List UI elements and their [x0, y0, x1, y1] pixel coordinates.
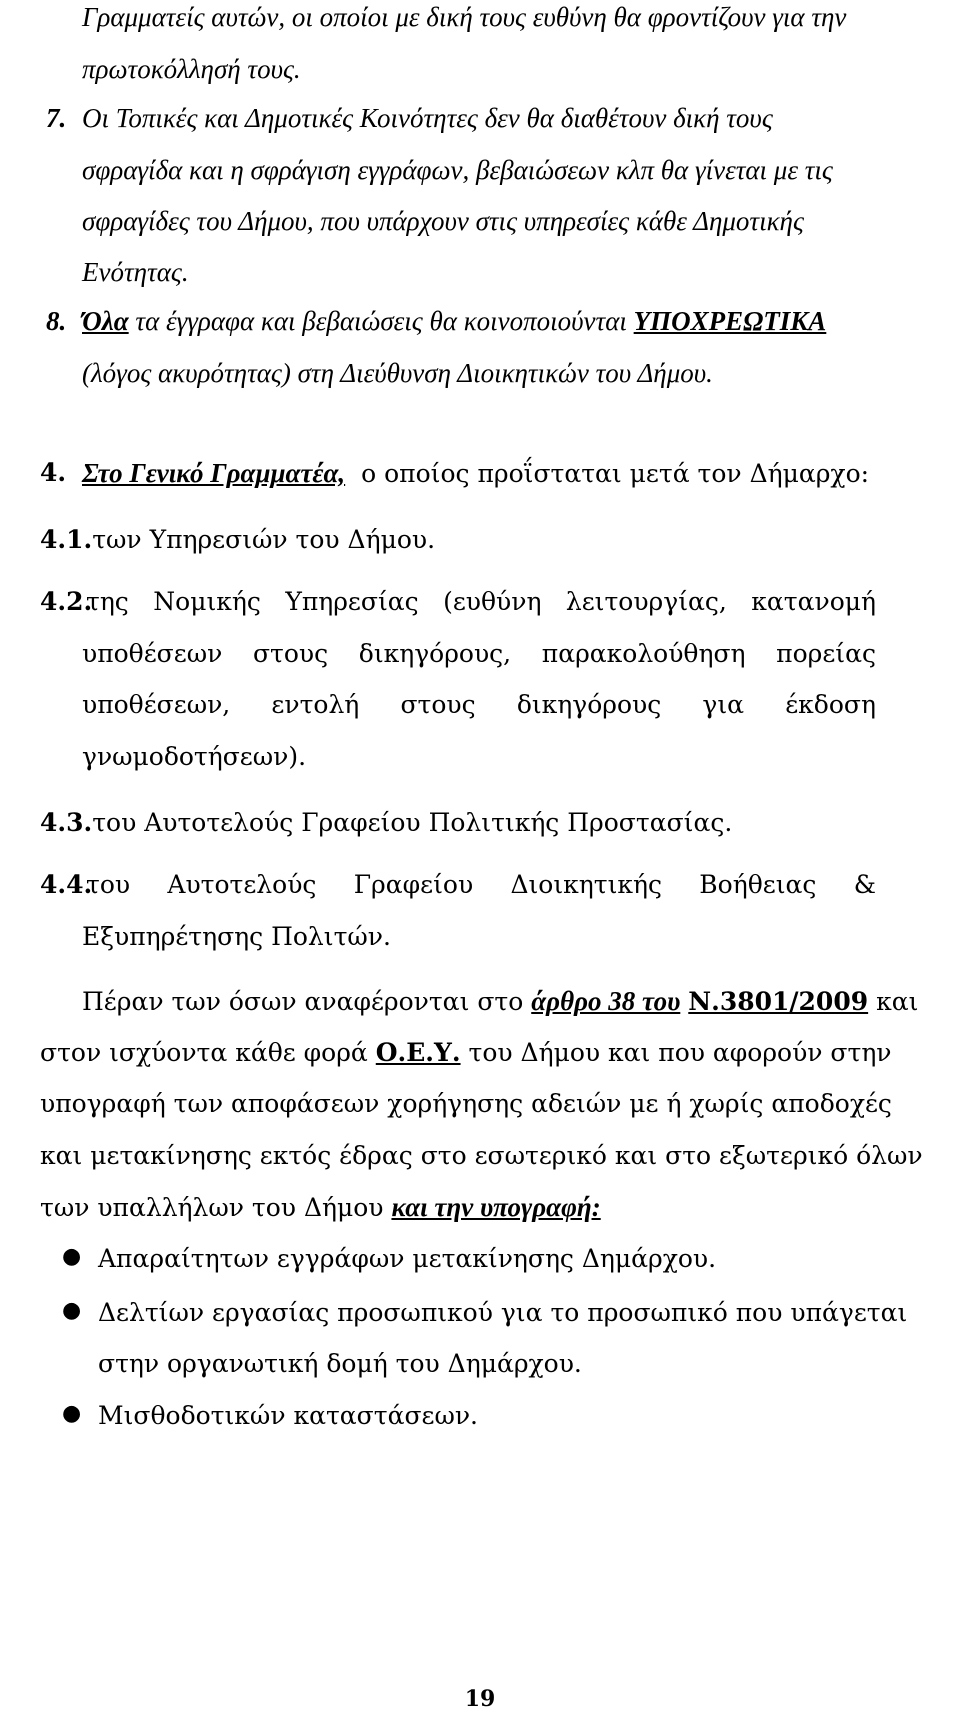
text-line: Οι Τοπικές και Δημοτικές Κοινότητες δεν θα διαθέτουν δική τους	[82, 103, 773, 133]
text-line: (λόγος ακυρότητας) στη Διεύθυνση Διοικητικών του Δήμου.	[82, 358, 713, 388]
subsection-number: 4.3.	[40, 808, 93, 837]
text-line: Γραμματείς αυτών, οι οποίοι με δική τους ευθύνη θα φροντίζουν για την	[82, 2, 847, 32]
text-span: του Αυτοτελούς Γραφείου Πολιτικής Προστασίας.	[92, 808, 733, 837]
oey-reference: Ο.Ε.Υ.	[375, 1038, 461, 1067]
text-line: σφραγίδες του Δήμου, που υπάρχουν στις υπηρεσίες κάθε Δημοτικής	[82, 206, 804, 236]
law-reference: άρθρο 38 του	[531, 986, 681, 1016]
law-number: Ν.3801/2009	[688, 987, 869, 1016]
text-line: πρωτοκόλλησή τους.	[82, 54, 301, 84]
text-span: των υπαλλήλων του Δήμου	[40, 1193, 384, 1222]
emphasis-text: ΥΠΟΧΡΕΩΤΙΚΑ	[633, 306, 827, 336]
list-item: Απαραίτητων εγγράφων μετακίνησης Δημάρχου.	[98, 1244, 717, 1273]
list-item-continuation: στην οργανωτική δομή του Δημάρχου.	[98, 1349, 582, 1378]
text-span: στον ισχύοντα κάθε φορά	[40, 1038, 368, 1067]
text-span: και	[876, 987, 919, 1016]
item-number: 7.	[46, 103, 67, 133]
text-span: ο οποίος προΐσταται μετά τον Δήμαρχο:	[361, 459, 870, 488]
emphasis-text: Όλα	[82, 306, 129, 336]
text-span: των Υπηρεσιών του Δήμου.	[92, 525, 436, 554]
paragraph-line: και μετακίνησης εκτός έδρας στο εσωτερικό και στο εξωτερικό όλων	[40, 1141, 923, 1170]
text-line: σφραγίδα και η σφράγιση εγγράφων, βεβαιώσεων κλπ θα γίνεται με τις	[82, 155, 833, 185]
text-line: Εξυπηρέτησης Πολιτών.	[82, 922, 391, 951]
subsection-line	[40, 523, 435, 557]
text-span: του Δήμου και που αφορούν στην	[468, 1038, 892, 1067]
list-item: Δελτίων εργασίας προσωπικού για το προσωπικό που υπάγεται	[98, 1298, 908, 1327]
subsection-number	[40, 585, 92, 619]
text-span: τα έγγραφα και βεβαιώσεις θα κοινοποιούνται	[135, 306, 627, 336]
text-line: γνωμοδοτήσεων).	[82, 742, 307, 771]
subsection-number: 4.4.	[40, 870, 93, 899]
bullet-icon: ●	[62, 1401, 82, 1426]
bullet-icon: ●	[62, 1244, 82, 1269]
page-number: 19	[464, 1686, 496, 1712]
subsection-number-label: 4.2.	[40, 587, 93, 616]
bullet-icon: ●	[62, 1298, 82, 1323]
section-number: 4.	[40, 458, 67, 487]
list-item: Μισθοδοτικών καταστάσεων.	[98, 1401, 479, 1430]
text-line: της Νομικής Υπηρεσίας (ευθύνη λειτουργίας, κατανομή	[86, 587, 876, 616]
paragraph-line	[82, 984, 918, 1019]
subsection-line	[40, 806, 732, 840]
text-line: υποθέσεων στους δικηγόρους, παρακολούθηση πορείας	[82, 639, 876, 668]
text-line	[82, 304, 826, 338]
paragraph-line	[40, 1190, 601, 1225]
emphasis-text: και την υπογραφή:	[391, 1192, 601, 1222]
text-span: Πέραν των όσων αναφέρονται στο	[82, 987, 524, 1016]
text-line: Ενότητας.	[82, 257, 189, 287]
section-heading: Στο Γενικό Γραμματέα,	[82, 458, 346, 488]
subsection-number: 4.1.	[40, 525, 93, 554]
text-line: υποθέσεων, εντολή στους δικηγόρους για έκδοση	[82, 690, 876, 719]
text-line: του Αυτοτελούς Γραφείου Διοικητικής Βοήθειας &	[86, 870, 876, 899]
paragraph-line: υπογραφή των αποφάσεων χορήγησης αδειών με ή χωρίς αποδοχές	[40, 1089, 892, 1118]
section-heading-line	[82, 456, 869, 491]
item-number: 8.	[46, 306, 67, 336]
paragraph-line	[40, 1036, 892, 1070]
